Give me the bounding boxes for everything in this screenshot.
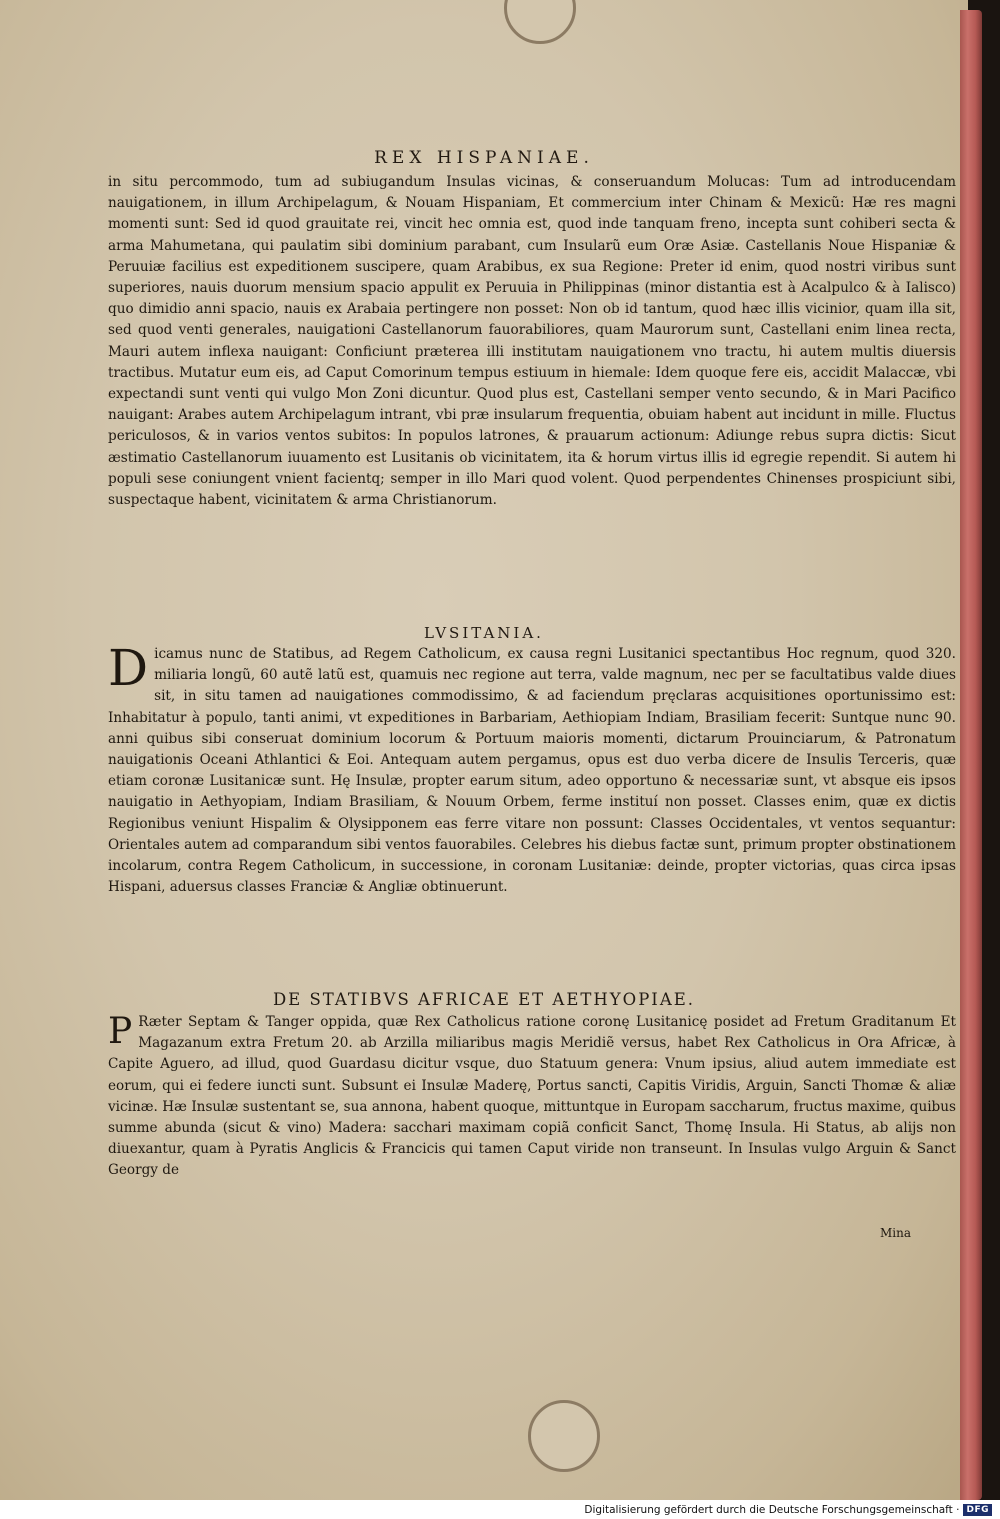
dfg-logo[interactable]: DFG bbox=[963, 1504, 992, 1516]
paragraph: Ræter Septam & Tanger oppida, quæ Rex Catholicus ratione coronę Lusitanicę posidet ad Fretum Graditanum Et Magazanum extra Fretum 20. ab Arzilla miliaribus magis Meridiẽ versus, habet Rex Catholicus in Ora Africæ, à Capite Aguero, ad illud, quod Guardasu dicitur vsque, duo Statuum genera: Vnum ipsius, aliud autem immediate est eorum, qui ei federe iuncti sunt. Subsunt ei Insulæ Maderę, Portus sancti, Capitis Viridis, Arguin, Sancti Thomæ & aliæ vicinæ. Hæ Insulæ sustentant se, sua annona, habent quoque, mittuntque in Europam saccharum, fructus maxime, quibus summe abunda (sicut & vino) Madera: sacchari maximam copiã conficit Sanct, Thomę Insula. Hi Status, ab alijs non diuexantur, quam à Pyratis Anglicis & Francicis qui tamen Caput viride non transeunt. In Insulas vulgo Arguin & Sanct Georgy de bbox=[108, 1014, 956, 1179]
text-block-intro bbox=[108, 172, 956, 511]
section-heading-africa: DE STATIBVS AFRICAE ET AETHYOPIAE. bbox=[272, 990, 696, 1009]
text-block-africa bbox=[108, 1012, 956, 1182]
page-edge-red bbox=[960, 10, 982, 1500]
page-tab-notch-bottom bbox=[528, 1400, 600, 1472]
catchword: Mina bbox=[880, 1226, 912, 1240]
paragraph: in situ percommodo, tum ad subiugandum Insulas vicinas, & conseruandum Molucas: Tum ad introducendam nauigationem, in illum Archipelagum, & Nouam Hispaniam, Et commercium inter Chinam & Mexicũ: Hæ res magni momenti sunt: Sed id quod grauitate rei, vincit hec omnia est, quod inde tanquam freno, incepta sunt cohiberi secta & arma Mahumetana, qui paulatim sibi dominium parabant, cum Insularũ eum Oræ Asiæ. Castellanis Noue Hispaniæ & Peruuiæ facilius est expeditionem suscipere, quam Arabibus, ex sua Regione: Preter id enim, quod nostri viribus sunt superiores, nauis duorum mensium spacio appulit ex Peruuia in Philippinas (minor distantia est à Acalpulco & à Ialisco) quo dimidio anni spacio, nauis ex Arabaia pertingere non posset: Non ob id tantum, quod hæc illis vicinior, quam illa sit, sed quod venti generales, nauigationi Castellanorum fauorabiliores, quam Maurorum sunt, Castellani enim linea recta, Mauri autem inflexa nauigant: Conficiunt præterea illi institutam nauigationem vno tractu, hi autem multis diuersis tractibus. Mutatur eum eis, ad Caput Comorinum tempus estiuum in hiemale: Idem quoque fere eis, accidit Malaccæ, vbi expectandi sunt venti qui vulgo Mon Zoni dicuntur. Quod plus est, Castellani semper vento secundo, & in Mari Pacifico nauigant: Arabes autem Archipelagum intrant, vbi præ insularum frequentia, obuiam habent aut incidunt in mille. Fluctus periculosos, & in varios ventos subitos: In populos latrones, & prauarum actionum: Adiunge rebus supra dictis: Sicut æstimatio Castellanorum iuuamento est Lusitanis ob vicinitatem, ita & horum virtus illis id egregie rependit. Si autem hi populi sese coniungent vnient facientq; semper in illo Mari quod volent. Quod perpendentes Chinenses prospiciunt sibi, suspectaque habent, vicinitatem & arma Christianorum. bbox=[108, 174, 956, 509]
page-tab-notch-top bbox=[504, 0, 576, 44]
section-heading-lusitania: LVSITANIA. bbox=[424, 624, 544, 642]
running-head: REX HISPANIAE. bbox=[374, 148, 594, 168]
footer-credit-bar bbox=[0, 1500, 1000, 1519]
text-block-lusitania bbox=[108, 639, 956, 898]
paragraph: icamus nunc de Statibus, ad Regem Catholicum, ex causa regni Lusitanici spectantibus Hoc regnum, quod 320. miliaria longũ, 60 autẽ latũ est, quamuis nec regione aut terra, valde magnum, nec per se facultatibus valde diues sit, in situ tamen ad nauigationes commodissimo, & ad faciendum pręclaras acquisitiones oportunissimo est: Inhabitatur à populo, tanti animi, vt expeditiones in Barbariam, Aethiopiam Indiam, Brasiliam fecerit: Suntque nunc 90. anni quibus sibi conseruat dominium locorum & Portuum maioris momenti, dictarum Prouinciarum, & Patronatum nauigationis Oceani Athlantici & Eoi. Antequam autem pergamus, opus est duo verba dicere de Insulis Terceris, quæ etiam coronæ Lusitanicæ sunt. Hę Insulæ, propter earum situm, adeo opportuno & necessariæ sunt, vt absque eis ipsos nauigatio in Aethyopiam, Indiam Brasiliam, & Nouum Orbem, ferme instituí non posset. Classes enim, quæ ex dictis Regionibus veniunt Hispalim & Olysipponem eas ferre vitare non possunt: Classes Occidentales, vt ventos sequantur: Orientales autem ad comparandum sibi ventos fauorabiles. Celebres his diebus factæ sunt, primum propter obstinationem incolarum, contra Regem Catholicum, in successione, in coronam Lusitaniæ: deinde, propter victorias, quas circa ipsas Hispani, aduersus classes Franciæ & Angliæ obtinuerunt. bbox=[108, 646, 956, 896]
drop-cap: D bbox=[108, 639, 149, 697]
drop-cap: P bbox=[108, 1011, 133, 1052]
footer-credit-text: Digitalisierung gefördert durch die Deutsche Forschungsgemeinschaft · bbox=[584, 1503, 960, 1516]
